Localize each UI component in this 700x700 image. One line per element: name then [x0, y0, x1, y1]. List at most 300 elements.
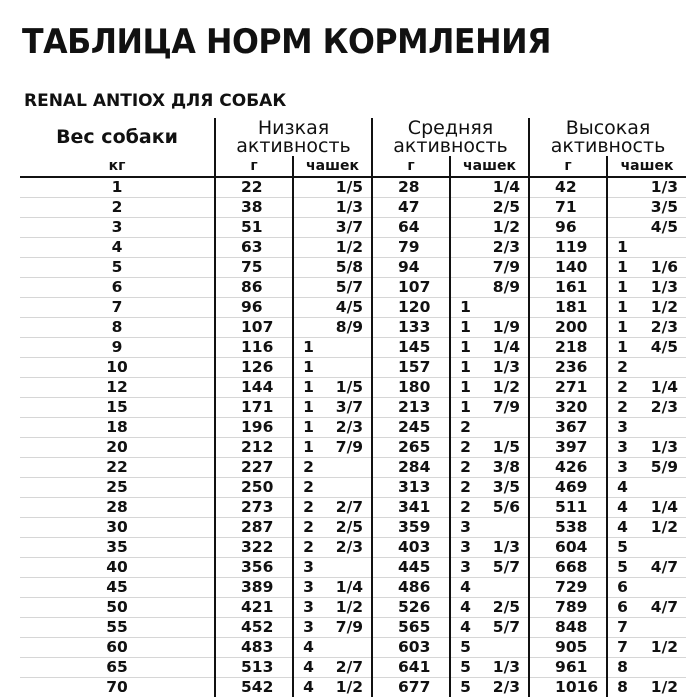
low-cups-whole-cell [293, 258, 323, 278]
low-cups-whole-cell: 4 [293, 658, 323, 678]
table-row [20, 578, 686, 598]
low-cups-fraction-cell: 1/2 [323, 598, 372, 618]
high-cups-fraction-cell [637, 238, 686, 258]
low-cups-fraction-cell: 2/3 [323, 418, 372, 438]
table-row [20, 538, 686, 558]
high-cups-fraction-cell [637, 478, 686, 498]
mid-cups-fraction-cell: 8/9 [480, 278, 529, 298]
weight-kg-cell: 12 [20, 378, 215, 398]
weight-kg-cell: 22 [20, 458, 215, 478]
high-cups-fraction-cell: 1/3 [637, 177, 686, 198]
mid-cups-fraction-cell: 1/2 [480, 218, 529, 238]
weight-kg-cell: 20 [20, 438, 215, 458]
mid-cups-whole-cell: 2 [450, 438, 480, 458]
mid-cups-fraction-cell: 1/5 [480, 438, 529, 458]
mid-grams-cell: 603 [372, 638, 450, 658]
low-grams-cell: 96 [215, 298, 293, 318]
mid-cups-whole-cell: 2 [450, 478, 480, 498]
mid-cups-fraction-cell: 1/3 [480, 538, 529, 558]
mid-cups-fraction-cell [480, 518, 529, 538]
mid-cups-fraction-cell [480, 578, 529, 598]
table-row [20, 398, 686, 418]
header-mid-line1: Средняя [407, 117, 494, 139]
mid-grams-cell: 641 [372, 658, 450, 678]
mid-cups-fraction-cell: 2/5 [480, 198, 529, 218]
table-row [20, 298, 686, 318]
low-cups-whole-cell [293, 298, 323, 318]
mid-cups-fraction-cell [480, 638, 529, 658]
low-cups-whole-cell: 1 [293, 358, 323, 378]
low-cups-whole-cell: 3 [293, 578, 323, 598]
weight-kg-cell: 5 [20, 258, 215, 278]
table-row [20, 498, 686, 518]
mid-grams-cell: 64 [372, 218, 450, 238]
unit-kg: кг [20, 156, 215, 177]
low-cups-fraction-cell: 1/5 [323, 378, 372, 398]
high-grams-cell: 604 [529, 538, 607, 558]
high-cups-whole-cell: 7 [607, 618, 637, 638]
mid-cups-whole-cell: 1 [450, 338, 480, 358]
mid-cups-fraction-cell: 5/7 [480, 618, 529, 638]
high-grams-cell: 271 [529, 378, 607, 398]
low-cups-whole-cell: 1 [293, 338, 323, 358]
unit-cups-high: чашек [607, 156, 686, 177]
low-grams-cell: 212 [215, 438, 293, 458]
product-subtitle: RENAL ANTIOX ДЛЯ СОБАК [24, 91, 287, 111]
low-cups-fraction-cell [323, 458, 372, 478]
high-cups-whole-cell: 6 [607, 578, 637, 598]
weight-kg-cell: 9 [20, 338, 215, 358]
weight-kg-cell: 45 [20, 578, 215, 598]
table-row [20, 598, 686, 618]
weight-kg-cell: 65 [20, 658, 215, 678]
mid-cups-fraction-cell: 1/4 [480, 177, 529, 198]
weight-kg-cell: 6 [20, 278, 215, 298]
mid-cups-fraction-cell: 1/3 [480, 658, 529, 678]
header-high-line1: Высокая [565, 117, 651, 139]
mid-cups-whole-cell: 3 [450, 538, 480, 558]
high-grams-cell: 181 [529, 298, 607, 318]
high-cups-whole-cell: 1 [607, 238, 637, 258]
high-cups-fraction-cell: 1/4 [637, 498, 686, 518]
table-row [20, 438, 686, 458]
table-row [20, 478, 686, 498]
mid-cups-whole-cell: 3 [450, 518, 480, 538]
low-grams-cell: 196 [215, 418, 293, 438]
low-cups-whole-cell: 1 [293, 398, 323, 418]
mid-grams-cell: 445 [372, 558, 450, 578]
low-cups-whole-cell: 2 [293, 478, 323, 498]
mid-cups-fraction-cell: 3/8 [480, 458, 529, 478]
mid-cups-whole-cell [450, 177, 480, 198]
low-grams-cell: 86 [215, 278, 293, 298]
high-cups-fraction-cell: 4/5 [637, 338, 686, 358]
high-grams-cell: 236 [529, 358, 607, 378]
low-cups-fraction-cell: 4/5 [323, 298, 372, 318]
header-weight: Вес собаки [56, 126, 178, 148]
weight-kg-cell: 2 [20, 198, 215, 218]
mid-grams-cell: 47 [372, 198, 450, 218]
table-row [20, 418, 686, 438]
low-cups-whole-cell: 4 [293, 638, 323, 658]
unit-cups-low: чашек [293, 156, 372, 177]
low-cups-whole-cell [293, 177, 323, 198]
weight-kg-cell: 40 [20, 558, 215, 578]
weight-kg-cell: 18 [20, 418, 215, 438]
mid-cups-fraction-cell: 1/2 [480, 378, 529, 398]
low-cups-fraction-cell: 3/7 [323, 218, 372, 238]
low-cups-fraction-cell: 1/3 [323, 198, 372, 218]
mid-cups-whole-cell: 2 [450, 458, 480, 478]
mid-cups-fraction-cell: 2/5 [480, 598, 529, 618]
high-cups-fraction-cell [637, 618, 686, 638]
low-cups-whole-cell [293, 278, 323, 298]
high-cups-whole-cell: 1 [607, 278, 637, 298]
low-cups-whole-cell [293, 198, 323, 218]
low-grams-cell: 356 [215, 558, 293, 578]
low-cups-whole-cell [293, 238, 323, 258]
high-grams-cell: 320 [529, 398, 607, 418]
high-cups-fraction-cell: 1/4 [637, 378, 686, 398]
high-cups-whole-cell: 2 [607, 378, 637, 398]
table-row [20, 177, 686, 198]
low-grams-cell: 63 [215, 238, 293, 258]
low-grams-cell: 273 [215, 498, 293, 518]
low-grams-cell: 22 [215, 177, 293, 198]
weight-kg-cell: 28 [20, 498, 215, 518]
mid-grams-cell: 265 [372, 438, 450, 458]
mid-cups-fraction-cell: 5/6 [480, 498, 529, 518]
low-grams-cell: 126 [215, 358, 293, 378]
low-grams-cell: 38 [215, 198, 293, 218]
high-cups-whole-cell [607, 177, 637, 198]
low-cups-fraction-cell: 2/7 [323, 498, 372, 518]
feeding-table [20, 118, 686, 697]
weight-kg-cell: 60 [20, 638, 215, 658]
high-grams-cell: 140 [529, 258, 607, 278]
low-cups-whole-cell: 3 [293, 598, 323, 618]
high-cups-whole-cell: 4 [607, 478, 637, 498]
low-grams-cell: 250 [215, 478, 293, 498]
mid-grams-cell: 213 [372, 398, 450, 418]
high-grams-cell: 905 [529, 638, 607, 658]
high-cups-fraction-cell: 1/2 [650, 678, 679, 696]
table-row [20, 518, 686, 538]
header-low-line2: активность [236, 135, 351, 157]
mid-cups-fraction-cell: 5/7 [480, 558, 529, 578]
page-title: ТАБЛИЦА НОРМ КОРМЛЕНИЯ [22, 22, 551, 62]
mid-grams-cell: 526 [372, 598, 450, 618]
high-cups-fraction-cell [637, 358, 686, 378]
high-cups-whole-cell: 1 [607, 318, 637, 338]
low-cups-whole-cell: 2 [293, 518, 323, 538]
weight-kg-cell: 1 [20, 177, 215, 198]
mid-grams-cell: 94 [372, 258, 450, 278]
low-grams-cell: 227 [215, 458, 293, 478]
mid-grams-cell: 79 [372, 238, 450, 258]
mid-grams-cell: 677 [372, 678, 450, 698]
low-grams-cell: 421 [215, 598, 293, 618]
low-cups-fraction-cell [323, 638, 372, 658]
high-cups-fraction-cell: 1/2 [637, 638, 686, 658]
high-cups-fraction-cell [637, 418, 686, 438]
low-grams-cell: 144 [215, 378, 293, 398]
low-grams-cell: 542 [215, 678, 293, 698]
table-row [20, 658, 686, 678]
low-grams-cell: 171 [215, 398, 293, 418]
mid-grams-cell: 120 [372, 298, 450, 318]
mid-cups-whole-cell [450, 258, 480, 278]
high-cups-fraction-cell: 1/6 [637, 258, 686, 278]
table-row [20, 218, 686, 238]
high-grams-cell: 961 [529, 658, 607, 678]
low-cups-fraction-cell [323, 478, 372, 498]
low-grams-cell: 322 [215, 538, 293, 558]
mid-cups-whole-cell: 1 [450, 298, 480, 318]
mid-grams-cell: 341 [372, 498, 450, 518]
low-cups-whole-cell: 1 [293, 378, 323, 398]
table-header-row [20, 118, 686, 156]
high-cups-fraction-cell: 2/3 [637, 398, 686, 418]
low-grams-cell: 116 [215, 338, 293, 358]
mid-grams-cell: 359 [372, 518, 450, 538]
high-grams-cell: 200 [529, 318, 607, 338]
high-grams-cell: 668 [529, 558, 607, 578]
mid-cups-whole-cell: 1 [450, 318, 480, 338]
low-grams-cell: 51 [215, 218, 293, 238]
mid-cups-fraction-cell: 1/4 [480, 338, 529, 358]
low-cups-whole-cell: 2 [293, 538, 323, 558]
weight-kg-cell: 55 [20, 618, 215, 638]
high-cups-whole-cell: 2 [607, 358, 637, 378]
table-row [20, 678, 686, 698]
weight-kg-cell: 50 [20, 598, 215, 618]
weight-kg-cell: 35 [20, 538, 215, 558]
low-cups-fraction-cell: 7/9 [323, 438, 372, 458]
mid-cups-whole-cell: 4 [450, 598, 480, 618]
high-cups-whole-cell: 1 [607, 258, 637, 278]
low-cups-whole-cell: 3 [293, 558, 323, 578]
unit-grams-high: г [529, 156, 607, 177]
low-cups-fraction-cell: 1/2 [323, 238, 372, 258]
header-mid-activity [372, 118, 529, 156]
mid-grams-cell: 145 [372, 338, 450, 358]
low-cups-fraction-cell [323, 338, 372, 358]
table-row [20, 638, 686, 658]
table-row [20, 338, 686, 358]
mid-grams-cell: 313 [372, 478, 450, 498]
low-cups-whole-cell: 4 [293, 678, 323, 698]
high-grams-cell: 1016 [529, 678, 607, 698]
low-cups-whole-cell: 2 [293, 498, 323, 518]
high-cups-fraction-cell: 2/3 [637, 318, 686, 338]
mid-cups-whole-cell: 3 [450, 558, 480, 578]
high-cups-fraction-cell: 1/2 [637, 518, 686, 538]
high-grams-cell: 511 [529, 498, 607, 518]
weight-kg-cell: 8 [20, 318, 215, 338]
mid-cups-whole-cell: 1 [450, 398, 480, 418]
high-cups-fraction-cell: 1/2 [637, 298, 686, 318]
high-cups-whole-cell: 8 [607, 658, 637, 678]
low-grams-cell: 483 [215, 638, 293, 658]
high-cups-fraction-cell: 3/5 [637, 198, 686, 218]
high-cups-fraction-cell: 1/3 [637, 278, 686, 298]
mid-grams-cell: 245 [372, 418, 450, 438]
mid-cups-whole-cell: 4 [450, 618, 480, 638]
header-low-line1: Низкая [257, 117, 330, 139]
high-cups-fraction-cell: 4/7 [637, 558, 686, 578]
units-row [20, 156, 686, 177]
mid-cups-fraction-cell: 7/9 [480, 258, 529, 278]
mid-cups-whole-cell: 5 [450, 678, 480, 698]
table-row [20, 358, 686, 378]
mid-grams-cell: 28 [372, 177, 450, 198]
high-grams-cell: 426 [529, 458, 607, 478]
high-grams-cell: 42 [529, 177, 607, 198]
table-row [20, 258, 686, 278]
mid-cups-whole-cell: 4 [450, 578, 480, 598]
high-cups-whole-cell: 5 [607, 558, 637, 578]
low-cups-whole-cell [293, 318, 323, 338]
high-cups-fraction-cell [637, 658, 686, 678]
high-cups-whole-cell: 1 [607, 338, 637, 358]
high-grams-cell: 729 [529, 578, 607, 598]
low-cups-fraction-cell [323, 558, 372, 578]
weight-kg-cell: 30 [20, 518, 215, 538]
weight-kg-cell: 25 [20, 478, 215, 498]
unit-cups-mid: чашек [450, 156, 529, 177]
high-cups-whole-cell: 1 [607, 298, 637, 318]
high-cups-whole-cell: 7 [607, 638, 637, 658]
table-row [20, 238, 686, 258]
high-grams-cell: 119 [529, 238, 607, 258]
high-grams-cell: 397 [529, 438, 607, 458]
weight-kg-cell: 70 [106, 678, 128, 696]
mid-grams-cell: 565 [372, 618, 450, 638]
high-cups-fraction-cell: 5/9 [637, 458, 686, 478]
weight-kg-cell: 3 [20, 218, 215, 238]
table-row [20, 278, 686, 298]
header-high-line2: активность [550, 135, 666, 157]
low-cups-whole-cell: 1 [293, 418, 323, 438]
low-cups-fraction-cell: 1/4 [323, 578, 372, 598]
weight-kg-cell: 15 [20, 398, 215, 418]
high-grams-cell: 161 [529, 278, 607, 298]
high-cups-whole-cell: 3 [607, 438, 637, 458]
low-cups-fraction-cell: 2/5 [323, 518, 372, 538]
low-cups-fraction-cell: 1/5 [323, 177, 372, 198]
weight-kg-cell: 10 [20, 358, 215, 378]
mid-grams-cell: 486 [372, 578, 450, 598]
table-row [20, 318, 686, 338]
high-grams-cell: 469 [529, 478, 607, 498]
low-grams-cell: 107 [215, 318, 293, 338]
mid-cups-whole-cell [450, 278, 480, 298]
high-cups-whole-cell: 2 [607, 398, 637, 418]
low-cups-whole-cell: 3 [293, 618, 323, 638]
mid-cups-whole-cell: 5 [450, 638, 480, 658]
low-cups-fraction-cell: 5/7 [323, 278, 372, 298]
high-grams-cell: 71 [529, 198, 607, 218]
high-cups-whole-cell: 8 [607, 678, 637, 698]
low-cups-fraction-cell: 3/7 [323, 398, 372, 418]
high-cups-whole-cell: 4 [607, 498, 637, 518]
mid-cups-whole-cell: 2 [450, 498, 480, 518]
mid-grams-cell: 403 [372, 538, 450, 558]
low-cups-fraction-cell: 2/3 [323, 538, 372, 558]
low-cups-whole-cell [293, 218, 323, 238]
high-cups-fraction-cell [637, 538, 686, 558]
header-low-activity [215, 118, 372, 156]
mid-cups-whole-cell [450, 218, 480, 238]
low-grams-cell: 75 [215, 258, 293, 278]
mid-cups-fraction-cell: 3/5 [480, 478, 529, 498]
low-cups-whole-cell: 1 [293, 438, 323, 458]
low-cups-fraction-cell [323, 358, 372, 378]
high-cups-whole-cell [607, 198, 637, 218]
mid-grams-cell: 180 [372, 378, 450, 398]
table-row [20, 378, 686, 398]
high-grams-cell: 367 [529, 418, 607, 438]
high-cups-fraction-cell: 1/3 [637, 438, 686, 458]
table-row [20, 458, 686, 478]
mid-cups-whole-cell: 5 [450, 658, 480, 678]
high-cups-fraction-cell [637, 578, 686, 598]
weight-kg-cell: 4 [20, 238, 215, 258]
low-grams-cell: 287 [215, 518, 293, 538]
mid-cups-fraction-cell: 2/3 [480, 238, 529, 258]
high-cups-fraction-cell: 4/5 [637, 218, 686, 238]
mid-cups-whole-cell: 2 [450, 418, 480, 438]
mid-cups-fraction-cell: 1/9 [480, 318, 529, 338]
high-grams-cell: 789 [529, 598, 607, 618]
low-cups-fraction-cell: 1/2 [335, 678, 364, 696]
high-cups-whole-cell: 6 [607, 598, 637, 618]
mid-grams-cell: 157 [372, 358, 450, 378]
unit-grams-mid: г [372, 156, 450, 177]
mid-cups-whole-cell: 1 [450, 378, 480, 398]
high-cups-fraction-cell: 4/7 [637, 598, 686, 618]
mid-cups-fraction-cell: 2/3 [492, 678, 521, 696]
mid-cups-fraction-cell [480, 298, 529, 318]
high-cups-whole-cell: 4 [607, 518, 637, 538]
low-cups-whole-cell: 2 [293, 458, 323, 478]
mid-cups-whole-cell [450, 198, 480, 218]
mid-cups-whole-cell: 1 [450, 358, 480, 378]
unit-grams-low: г [215, 156, 293, 177]
mid-grams-cell: 133 [372, 318, 450, 338]
mid-cups-fraction-cell [480, 418, 529, 438]
high-grams-cell: 96 [529, 218, 607, 238]
high-grams-cell: 218 [529, 338, 607, 358]
low-cups-fraction-cell: 5/8 [323, 258, 372, 278]
high-cups-whole-cell: 3 [607, 418, 637, 438]
low-cups-fraction-cell: 2/7 [323, 658, 372, 678]
low-cups-fraction-cell: 7/9 [323, 618, 372, 638]
low-grams-cell: 389 [215, 578, 293, 598]
high-cups-whole-cell [607, 218, 637, 238]
high-grams-cell: 848 [529, 618, 607, 638]
low-cups-fraction-cell: 8/9 [323, 318, 372, 338]
low-grams-cell: 513 [215, 658, 293, 678]
high-grams-cell: 538 [529, 518, 607, 538]
header-high-activity [529, 118, 686, 156]
mid-grams-cell: 107 [372, 278, 450, 298]
table-row [20, 618, 686, 638]
mid-cups-fraction-cell: 7/9 [480, 398, 529, 418]
mid-grams-cell: 284 [372, 458, 450, 478]
high-cups-whole-cell: 5 [607, 538, 637, 558]
